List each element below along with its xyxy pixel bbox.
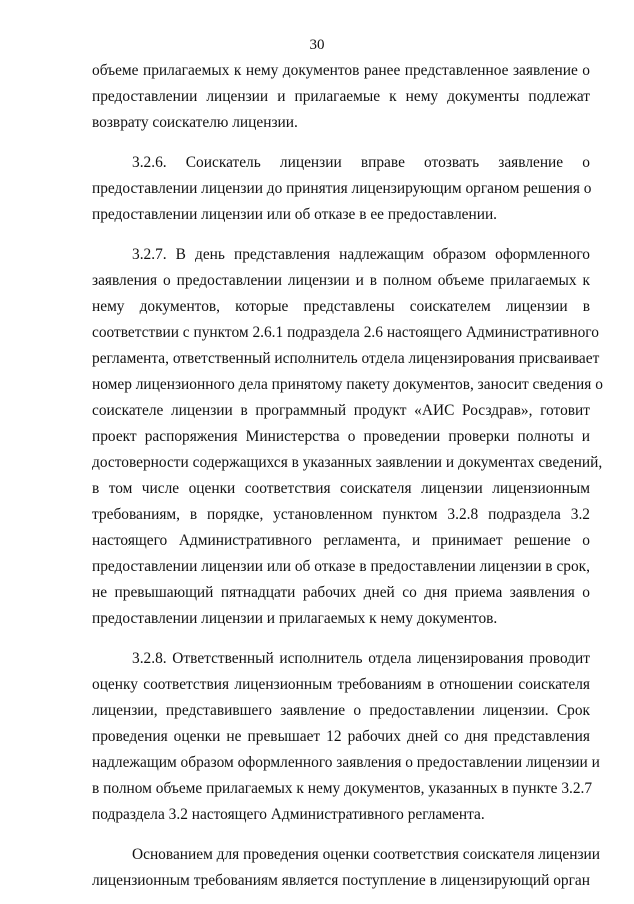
paragraph-gap bbox=[92, 632, 590, 646]
text-line: проведения оценки не превышает 12 рабочих дней со дня представления bbox=[92, 728, 590, 745]
text-line: предоставлении лицензии и прилагаемых к нему документов. bbox=[92, 610, 498, 627]
text-line: Основанием для проведения оценки соответствия соискателя лицензии bbox=[132, 846, 601, 863]
text-line: регламента, ответственный исполнитель отдела лицензирования присваивает bbox=[92, 350, 600, 367]
text-line: 3.2.7. В день представления надлежащим образом оформленного bbox=[132, 246, 590, 263]
text-line: номер лицензионного дела принятому пакету документов, заносит сведения о bbox=[92, 376, 603, 393]
paragraph-p_basis bbox=[92, 842, 601, 894]
document-body bbox=[92, 58, 603, 894]
text-line: соискателе лицензии в программный продукт «АИС Росздрав», готовит bbox=[92, 402, 590, 419]
text-line: требованиям, в порядке, установленном пунктом 3.2.8 подраздела 3.2 bbox=[92, 506, 590, 523]
text-line: заявления о предоставлении лицензии и в полном объеме прилагаемых к bbox=[92, 272, 590, 289]
text-line: предоставлении лицензии до принятия лицензирующим органом решения о bbox=[92, 180, 592, 197]
paragraph-p0 bbox=[92, 58, 590, 136]
text-line: предоставлении лицензии и прилагаемые к нему документы подлежат bbox=[92, 88, 590, 105]
text-line: оценку соответствия лицензионным требованиям в отношении соискателя bbox=[92, 676, 590, 693]
paragraph-gap bbox=[92, 828, 590, 842]
text-line: предоставлении лицензии или об отказе в предоставлении лицензии в срок, bbox=[92, 558, 590, 575]
text-line: лицензии, представившего заявление о предоставлении лицензии. Срок bbox=[92, 702, 590, 719]
text-line: не превышающий пятнадцати рабочих дней со дня приема заявления о bbox=[92, 584, 590, 601]
text-line: 3.2.6. Соискатель лицензии вправе отозвать заявление о bbox=[132, 154, 590, 171]
paragraph-p328 bbox=[92, 646, 600, 828]
paragraph-p326 bbox=[92, 150, 590, 228]
text-line: предоставлении лицензии или об отказе в ее предоставлении. bbox=[92, 206, 498, 223]
paragraph-gap bbox=[92, 136, 590, 150]
text-line: проект распоряжения Министерства о проведении проверки полноты и bbox=[92, 428, 590, 445]
text-line: в полном объеме прилагаемых к нему документов, указанных в пункте 3.2.7 bbox=[92, 780, 593, 797]
text-line: объеме прилагаемых к нему документов ранее представленное заявление о bbox=[92, 62, 590, 79]
text-line: возврату соискателю лицензии. bbox=[92, 114, 298, 131]
text-line: лицензионным требованиям является поступление в лицензирующий орган bbox=[92, 872, 590, 889]
text-line: подраздела 3.2 настоящего Административного регламента. bbox=[92, 806, 485, 823]
text-line: нему документов, которые представлены соискателем лицензии в bbox=[92, 298, 590, 315]
text-line: в том числе оценки соответствия соискателя лицензии лицензионным bbox=[92, 480, 590, 497]
text-line: надлежащим образом оформленного заявления о предоставлении лицензии и bbox=[92, 754, 600, 771]
text-line: настоящего Административного регламента, и принимает решение о bbox=[92, 532, 590, 549]
text-line: соответствии с пунктом 2.6.1 подраздела 2.6 настоящего Административного bbox=[92, 324, 599, 341]
page-number: 30 bbox=[309, 37, 325, 53]
text-line: достоверности содержащихся в указанных заявлении и документах сведений, bbox=[92, 454, 603, 471]
paragraph-gap bbox=[92, 228, 590, 242]
paragraph-p327 bbox=[92, 242, 603, 632]
text-line: 3.2.8. Ответственный исполнитель отдела лицензирования проводит bbox=[132, 650, 590, 667]
